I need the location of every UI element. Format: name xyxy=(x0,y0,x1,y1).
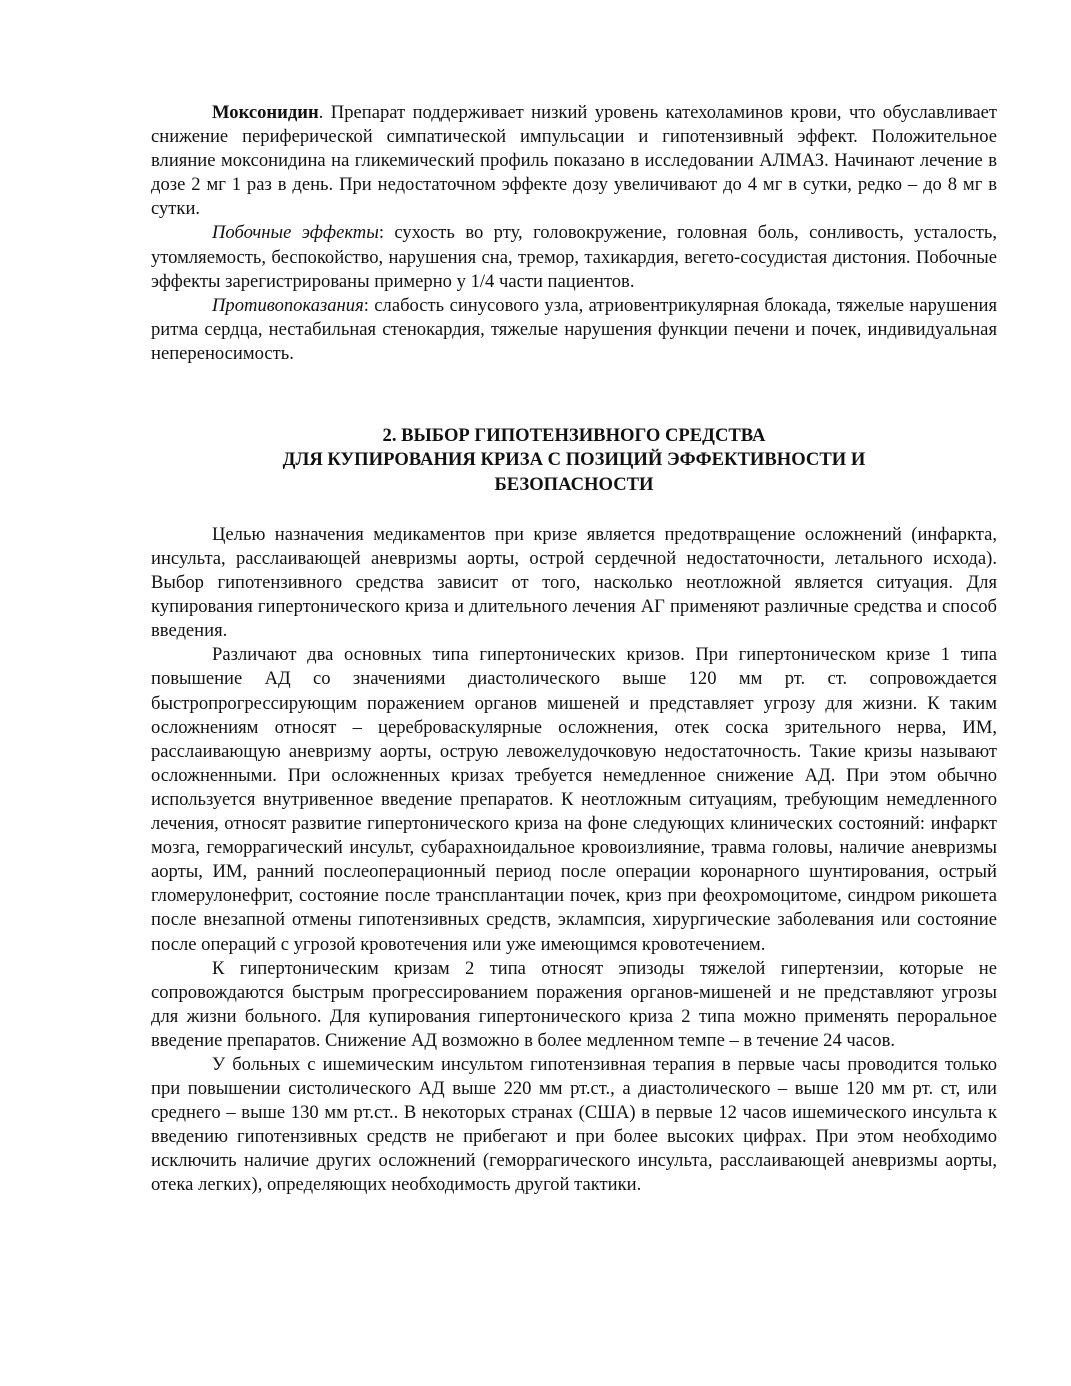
section-heading-line-1: 2. ВЫБОР ГИПОТЕНЗИВНОГО СРЕДСТВА xyxy=(382,425,766,447)
section-heading xyxy=(151,424,997,497)
contraindications-label: Противопоказания xyxy=(212,294,364,316)
paragraph-ischemic-stroke: У больных с ишемическим инсультом гипотензивная терапия в первые часы проводится только при повышении систолического АД выше 220 мм рт.ст., а диастолического – выше 120 мм рт. ст, или среднего – выше 130 мм рт.ст.. В некоторых странах (США) в первые 12 часов ишемического инсульта к введению гипотензивных средств не прибегают и при более высоких цифрах. При этом необходимо исключить наличие других осложнений (геморрагического инсульта, расслаивающей аневризмы аорты, отека легких), определяющих необходимость другой тактики. xyxy=(151,1053,997,1196)
paragraph-crisis-types: Различают два основных типа гипертонических кризов. При гипертоническом кризе 1 типа повышение АД со значениями диастолического выше 120 мм рт. ст. сопровождается быстропрогрессирующим поражением органов мишеней и представляет угрозу для жизни. К таким осложнениям относят – цереброваскулярные осложнения, отек соска зрительного нерва, ИМ, расслаивающую аневризму аорты, острую левожелудочковую недостаточность. Такие кризы называют осложненными. При осложненных кризах требуется немедленное снижение АД. При этом обычно используется внутривенное введение препаратов. К неотложным ситуациям, требующим немедленного лечения, относят развитие гипертонического криза на фоне следующих клинических состояний: инфаркт мозга, геморрагический инсульт, субарахноидальное кровоизлияние, травма головы, наличие аневризмы аорты, ИМ, ранний послеоперационный период после операции коронарного шунтирования, острый гломерулонефрит, состояние после трансплантации почек, криз при феохромоцитоме, синдром рикошета после внезапной отмены гипотензивных средств, эклампсия, хирургические заболевания или состояние после операций с угрозой кровотечения или уже имеющимся кровотечением. xyxy=(151,644,997,955)
contraindications-text: : слабость синусового узла, атриовентрикулярная блокада, тяжелые нарушения ритма сердца, нестабильная стенокардия, тяжелые нарушения функции печени и почек, индивидуальная непереносимость. xyxy=(151,294,997,364)
drug-description: . Препарат поддерживает низкий уровень катехоламинов крови, что обуславливает снижение периферической симпатической импульсации и гипотензивный эффект. Положительное влияние моксонидина на гликемический профиль показано в исследовании АЛМАЗ. Начинают лечение в дозе 2 мг 1 раз в день. При недостаточном эффекте дозу увеличивают до 4 мг в сутки, редко – до 8 мг в сутки. xyxy=(151,102,997,220)
paragraph-contraindications xyxy=(151,294,997,366)
section-heading-line-3: БЕЗОПАСНОСТИ xyxy=(494,473,654,495)
paragraph-goal: Целью назначения медикаментов при кризе является предотвращение осложнений (инфаркта, инсульта, расслаивающей аневризмы аорты, острой сердечной недостаточности, летального исхода). Выбор гипотензивного средства зависит от того, насколько неотложной является ситуация. Для купирования гипертонического криза и длительного лечения АГ применяют различные средства и способ введения. xyxy=(151,523,997,642)
side-effects-text: : сухость во рту, головокружение, головная боль, сонливость, усталость, утомляемость, беспокойство, нарушения сна, тремор, тахикардия, вегето-сосудистая дистония. Побочные эффекты зарегистрированы примерно у 1/4 части пациентов. xyxy=(151,222,997,292)
paragraph-crisis-type-2: К гипертоническим кризам 2 типа относят эпизоды тяжелой гипертензии, которые не сопровождаются быстрым прогрессированием поражения органов-мишеней и не представляют угрозы для жизни больного. Для купирования гипертонического криза 2 типа можно применять пероральное введение препаратов. Снижение АД возможно в более медленном темпе – в течение 24 часов. xyxy=(151,957,997,1051)
section-heading-line-2: ДЛЯ КУПИРОВАНИЯ КРИЗА С ПОЗИЦИЙ ЭФФЕКТИВНОСТИ И xyxy=(282,449,866,471)
paragraph-moxonidine xyxy=(151,101,997,221)
paragraph-side-effects xyxy=(151,221,997,293)
document-page xyxy=(151,101,997,1198)
drug-name: Моксонидин xyxy=(212,102,319,123)
side-effects-label: Побочные эффекты xyxy=(212,222,379,244)
